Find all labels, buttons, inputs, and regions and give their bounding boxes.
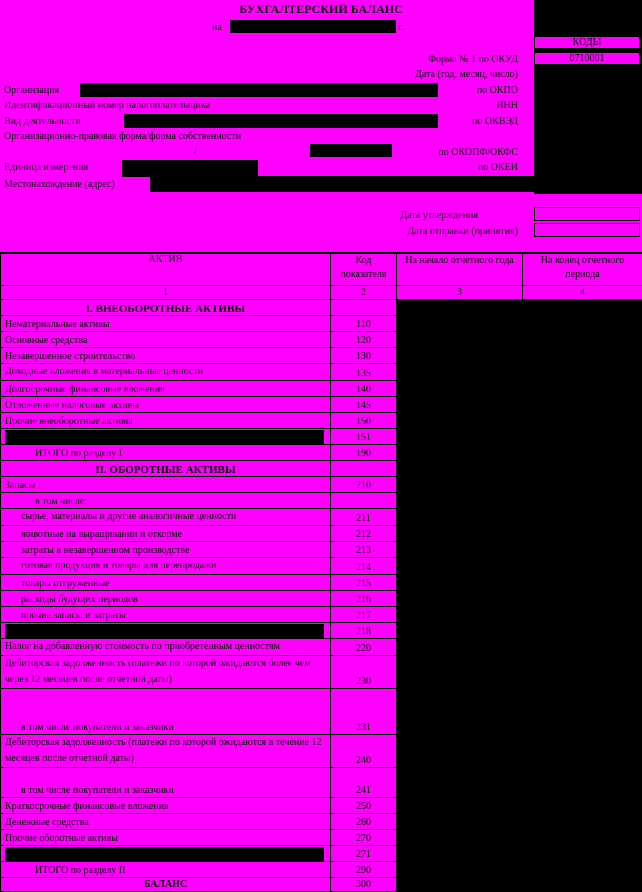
sent-date-field[interactable] [534,223,640,237]
row-code: 241 [331,768,397,798]
start-value-cell[interactable] [397,878,523,892]
table-row [1,846,642,862]
row-label: Незавершенное строительство [1,348,331,364]
start-value-cell[interactable] [397,364,523,381]
end-value-cell[interactable] [523,348,642,364]
start-value-cell[interactable] [397,542,523,558]
codes-header: КОДЫ [534,36,640,49]
unit-label: Единица измерения [4,162,88,174]
row-label: Дебиторская задолженность (платежи по которой ожидаются в течение 12 месяцев после отчетной даты) [1,735,331,768]
row-label: Долгосрочные финансовые вложения [1,381,331,397]
row-code: 150 [331,413,397,429]
row-code: 110 [331,316,397,332]
end-value-cell [523,461,642,477]
table-row [1,493,642,509]
section-title: II. ОБОРОТНЫЕ АКТИВЫ [1,461,331,477]
row-label: в том числе покупатели и заказчики [1,689,331,735]
section-code-cell [331,300,397,316]
end-value-cell[interactable] [523,768,642,798]
table-row [1,735,642,768]
approval-date-label: Дата утверждения [300,210,478,222]
end-value-cell[interactable] [523,558,642,575]
table-row [1,477,642,493]
row-code: 211 [331,509,397,526]
row-code: 218 [331,623,397,639]
row-label: Дебиторская задолженность (платежи по которой ожидаются более чем через 12 месяцев после отчетной даты) [1,656,331,689]
row-code: 271 [331,846,397,862]
end-value-cell[interactable] [523,591,642,607]
row-label: Налог на добавленную стоимость по приобретенным ценностям [1,639,331,656]
balance-row [1,878,642,892]
col-number-2: 2 [331,286,397,300]
table-row [1,862,642,878]
end-value-cell[interactable] [523,607,642,623]
okud-label: Форма № 1 по ОКУД [300,54,518,66]
start-value-cell[interactable] [397,623,523,639]
col-header-start: На начало отчетного года [397,254,523,286]
start-value-cell[interactable] [397,689,523,735]
start-value-cell[interactable] [397,348,523,364]
balance-label: БАЛАНС [1,878,331,892]
start-value-cell [397,300,523,316]
okopf-label: по ОКОПФ/ОКФС [392,147,518,159]
date-label: Дата (год, месяц, число) [300,69,518,81]
end-value-cell[interactable] [523,316,642,332]
row-code: 217 [331,607,397,623]
row-label: Доходные вложения в материальные ценности [1,364,331,381]
table-row [1,768,642,798]
row-code: 270 [331,830,397,846]
custom-row-field[interactable] [5,430,324,444]
start-value-cell[interactable] [397,477,523,493]
year-suffix: г. [398,22,403,34]
balance-table [0,253,642,892]
end-value-cell[interactable] [523,830,642,846]
row-label: в том числе: [1,493,331,509]
start-value-cell[interactable] [397,768,523,798]
row-code: 140 [331,381,397,397]
okpo-label: по ОКПО [440,85,518,97]
section-code-cell [331,461,397,477]
table-row [1,798,642,814]
form-title: БУХГАЛТЕРСКИЙ БАЛАНС [0,3,642,15]
end-value-cell[interactable] [523,509,642,526]
row-code: 151 [331,429,397,445]
date-on-label: на [212,22,222,34]
start-value-cell[interactable] [397,558,523,575]
end-value-cell[interactable] [523,735,642,768]
start-value-cell[interactable] [397,735,523,768]
row-label: Отложенные налоговые активы [1,397,331,413]
row-code: 216 [331,591,397,607]
start-value-cell[interactable] [397,445,523,461]
row-code: 250 [331,798,397,814]
row-label: Денежные средства [1,814,331,830]
col-number-3: 3 [397,286,523,300]
end-value-cell[interactable] [523,846,642,862]
row-code: 260 [331,814,397,830]
organization-label: Организация [4,85,59,97]
row-label: прочие запасы и затраты [1,607,331,623]
inn-code-label: ИНН [440,100,518,112]
row-code: 212 [331,526,397,542]
col-header-asset: АКТИВ [1,254,331,286]
row-label: расходы будущих периодов [1,591,331,607]
start-value-cell[interactable] [397,493,523,509]
end-value-cell[interactable] [523,445,642,461]
row-label: животные на выращивании и откорме [1,526,331,542]
end-value-cell[interactable] [523,798,642,814]
start-value-cell[interactable] [397,413,523,429]
custom-row-field[interactable] [5,847,324,861]
custom-row-field[interactable] [5,624,324,638]
end-value-cell[interactable] [523,639,642,656]
row-code: 240 [331,735,397,768]
table-row [1,445,642,461]
end-value-cell[interactable] [523,878,642,892]
row-label [1,846,331,862]
end-value-cell[interactable] [523,623,642,639]
row-label: Краткосрочные финансовые вложения [1,798,331,814]
report-date-field[interactable] [230,20,396,33]
table-row [1,814,642,830]
table-row [1,429,642,445]
section-header-row [1,461,642,477]
start-value-cell[interactable] [397,639,523,656]
table-header-row [1,254,642,286]
table-row [1,542,642,558]
col-number-1: 1 [1,286,331,300]
start-value-cell [397,461,523,477]
start-value-cell[interactable] [397,429,523,445]
table-row [1,830,642,846]
end-value-cell[interactable] [523,656,642,689]
row-code: 210 [331,477,397,493]
okved-label: по ОКВЭД [440,116,518,128]
col-header-code: Код показателя [331,254,397,286]
table-row [1,413,642,429]
row-label: Прочие оборотные активы [1,830,331,846]
table-row [1,509,642,526]
table-row [1,381,642,397]
row-label: готовая продукция и товары для перепродажи [1,558,331,575]
end-value-cell[interactable] [523,477,642,493]
row-code: 215 [331,575,397,591]
start-value-cell[interactable] [397,316,523,332]
balance-code: 300 [331,878,397,892]
end-value-cell[interactable] [523,814,642,830]
end-value-cell[interactable] [523,493,642,509]
okud-code-value: 0710001 [534,52,640,65]
col-number-4: 4 [523,286,642,300]
row-label: сырье, материалы и другие аналогичные ценности [1,509,331,526]
approval-date-field[interactable] [534,207,640,221]
row-code: 230 [331,656,397,689]
activity-label: Вид деятельности [4,116,81,128]
row-label: Основные средства [1,332,331,348]
organization-field[interactable] [80,83,438,97]
table-row [1,607,642,623]
start-value-cell[interactable] [397,830,523,846]
row-label: ИТОГО по разделу I [1,445,331,461]
start-value-cell[interactable] [397,332,523,348]
start-value-cell[interactable] [397,798,523,814]
row-label: Нематериальные активы [1,316,331,332]
table-row [1,558,642,575]
start-value-cell[interactable] [397,862,523,878]
row-label: Прочие внеоборотные активы [1,413,331,429]
end-value-cell[interactable] [523,542,642,558]
end-value-cell[interactable] [523,429,642,445]
legal-form-field[interactable] [310,144,392,157]
col-header-end: На конец отчетного периода [523,254,642,286]
row-code [331,493,397,509]
okei-label: по ОКЕИ [440,162,518,174]
address-field[interactable] [150,176,642,192]
unit-field[interactable] [122,160,258,177]
end-value-cell[interactable] [523,381,642,397]
table-row [1,639,642,656]
row-label: затраты в незавершенном производстве [1,542,331,558]
end-value-cell[interactable] [523,862,642,878]
row-label [1,623,331,639]
table-row [1,591,642,607]
balance-table-body [1,254,642,892]
row-code: 214 [331,558,397,575]
legal-form-separator: / [194,146,197,158]
table-row [1,689,642,735]
row-code: 190 [331,445,397,461]
section-header-row [1,300,642,316]
table-row [1,348,642,364]
row-code: 213 [331,542,397,558]
row-label: в том числе покупатели и заказчики [1,768,331,798]
row-label: ИТОГО по разделу II [1,862,331,878]
inn-label: Идентификационный номер налогоплательщика [4,100,210,112]
row-code: 220 [331,639,397,656]
end-value-cell[interactable] [523,526,642,542]
end-value-cell[interactable] [523,397,642,413]
sent-date-label: Дата отправки (принятия) [300,226,518,238]
row-code: 135 [331,364,397,381]
start-value-cell[interactable] [397,397,523,413]
table-row [1,526,642,542]
legal-form-label: Организационно-правовая форма/форма собственности [4,131,241,143]
start-value-cell[interactable] [397,607,523,623]
table-row [1,575,642,591]
row-code: 290 [331,862,397,878]
row-code: 231 [331,689,397,735]
activity-field[interactable] [124,114,438,128]
row-code: 120 [331,332,397,348]
end-value-cell[interactable] [523,689,642,735]
row-label: Запасы [1,477,331,493]
table-row [1,316,642,332]
table-row [1,397,642,413]
row-label [1,429,331,445]
table-row [1,364,642,381]
row-code: 130 [331,348,397,364]
section-title: I. ВНЕОБОРОТНЫЕ АКТИВЫ [1,300,331,316]
start-value-cell[interactable] [397,381,523,397]
start-value-cell[interactable] [397,509,523,526]
start-value-cell[interactable] [397,526,523,542]
row-label: товары отгруженные [1,575,331,591]
row-code: 145 [331,397,397,413]
column-number-row [1,286,642,300]
end-value-cell [523,300,642,316]
table-row [1,623,642,639]
start-value-cell[interactable] [397,846,523,862]
table-row [1,656,642,689]
start-value-cell[interactable] [397,591,523,607]
start-value-cell[interactable] [397,575,523,591]
address-label: Местонахождение (адрес) [4,179,115,191]
start-value-cell[interactable] [397,656,523,689]
table-row [1,332,642,348]
end-value-cell[interactable] [523,575,642,591]
end-value-cell[interactable] [523,413,642,429]
end-value-cell[interactable] [523,332,642,348]
start-value-cell[interactable] [397,814,523,830]
end-value-cell[interactable] [523,364,642,381]
